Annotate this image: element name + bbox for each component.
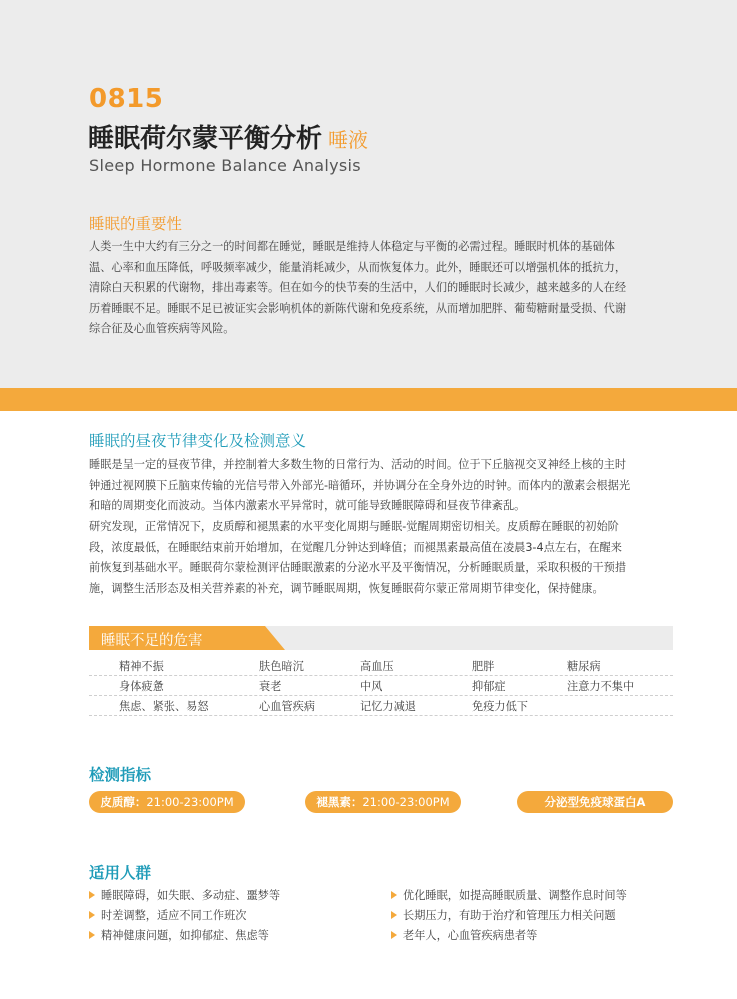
rhythm-paragraph-1 — [89, 455, 681, 517]
table-cell: 注意力不集中 — [567, 680, 635, 693]
product-code: 0815 — [89, 84, 164, 114]
list-item: 时差调整，适应不同工作班次 — [89, 906, 280, 926]
text-line: 温、心率和血压降低，呼吸频率减少，能量消耗减少，从而恢复体力。此外，睡眠还可以增强机体的抵抗力， — [89, 260, 627, 274]
table-row — [89, 676, 673, 696]
table-cell: 糖尿病 — [567, 660, 601, 673]
english-title: Sleep Hormone Balance Analysis — [89, 156, 361, 175]
rhythm-paragraph-2 — [89, 517, 681, 599]
harms-heading: 睡眠不足的危害 — [101, 633, 203, 649]
list-item: 长期压力，有助于治疗和管理压力相关问题 — [391, 906, 627, 926]
population-list-left — [89, 886, 280, 946]
indicator-siga — [517, 791, 673, 813]
text-line: 综合征及心血管疾病等风险。 — [89, 322, 235, 335]
text-line: 前恢复到基础水平。睡眠荷尔蒙检测评估睡眠激素的分泌水平及平衡情况，分析睡眠质量，采取积极的干预措 — [89, 561, 627, 574]
population-heading: 适用人群 — [89, 864, 152, 882]
table-cell: 肥胖 — [472, 660, 495, 673]
population-list-right — [391, 886, 627, 946]
rhythm-heading: 睡眠的昼夜节律变化及检测意义 — [89, 432, 307, 450]
list-item: 优化睡眠，如提高睡眠质量、调整作息时间等 — [391, 886, 627, 906]
bullet-triangle-icon — [89, 891, 95, 899]
sample-type: 唾液 — [328, 128, 369, 152]
text-line: 研究发现，正常情况下，皮质醇和褪黑素的水平变化周期与睡眠-觉醒周期密切相关。皮质醇在睡眠的初始阶 — [89, 520, 619, 533]
importance-paragraph — [89, 237, 681, 340]
table-cell: 记忆力减退 — [360, 700, 416, 713]
bullet-triangle-icon — [89, 931, 95, 939]
list-item: 睡眠障碍，如失眠、多动症、噩梦等 — [89, 886, 280, 906]
table-cell: 免疫力低下 — [472, 700, 528, 713]
table-row — [89, 696, 673, 716]
table-cell: 肤色暗沉 — [259, 660, 304, 673]
text-line: 施，调整生活形态及相关营养素的补充，调节睡眠周期，恢复睡眠荷尔蒙正常周期节律变化，保持健康。 — [89, 581, 604, 595]
bullet-triangle-icon — [391, 891, 397, 899]
table-cell: 焦虑、紧张、易怒 — [119, 700, 209, 713]
bullet-triangle-icon — [89, 911, 95, 919]
indicator-time: 21:00-23:00PM — [362, 795, 450, 809]
indicator-name: 褪黑素： — [316, 795, 363, 809]
table-cell: 高血压 — [360, 660, 394, 673]
indicator-time: 21:00-23:00PM — [146, 795, 234, 809]
table-cell: 衰老 — [259, 680, 282, 693]
indicator-cortisol — [89, 791, 245, 813]
text-line: 历着睡眠不足。睡眠不足已被证实会影响机体的新陈代谢和免疫系统，从而增加肥胖、葡萄糖耐量受损、代谢 — [89, 301, 627, 315]
table-cell: 抑郁症 — [472, 680, 506, 693]
table-cell: 中风 — [360, 680, 383, 693]
table-cell: 身体疲惫 — [119, 680, 164, 693]
indicator-melatonin — [305, 791, 461, 813]
text-line: 段，浓度最低，在睡眠结束前开始增加，在觉醒几分钟达到峰值；而褪黑素最高值在凌晨3-4点左右，在醒来 — [89, 540, 622, 554]
table-row — [89, 656, 673, 676]
text-line: 钟通过视网膜下丘脑束传输的光信号带入外部光-暗循环，并协调分在全身外边的时钟。而体内的激素会根据光 — [89, 478, 631, 492]
indicators-heading: 检测指标 — [89, 766, 152, 784]
list-item: 精神健康问题，如抑郁症、焦虑等 — [89, 926, 280, 946]
importance-heading: 睡眠的重要性 — [89, 215, 183, 233]
divider-band — [0, 388, 737, 411]
table-cell: 精神不振 — [119, 660, 164, 673]
page-title — [88, 118, 368, 155]
text-line: 清除白天积累的代谢物，排出毒素等。但在如今的快节奏的生活中，人们的睡眠时长减少，越来越多的人在经 — [89, 281, 627, 294]
text-line: 和暗的周期变化而波动。当体内激素水平异常时，就可能导致睡眠障碍和昼夜节律紊乱。 — [89, 499, 526, 512]
text-line: 人类一生中大约有三分之一的时间都在睡觉，睡眠是维持人体稳定与平衡的必需过程。睡眠时机体的基础体 — [89, 240, 615, 253]
bullet-triangle-icon — [391, 931, 397, 939]
title-text: 睡眠荷尔蒙平衡分析 — [88, 124, 323, 154]
list-item: 老年人，心血管疾病患者等 — [391, 926, 627, 946]
text-line: 睡眠是呈一定的昼夜节律，并控制着大多数生物的日常行为、活动的时间。位于下丘脑视交叉神经上核的主时 — [89, 458, 627, 471]
harms-table — [89, 656, 673, 716]
indicator-name: 皮质醇： — [100, 795, 147, 809]
table-cell: 心血管疾病 — [259, 700, 315, 713]
indicator-name: 分泌型免疫球蛋白A — [544, 795, 646, 809]
bullet-triangle-icon — [391, 911, 397, 919]
